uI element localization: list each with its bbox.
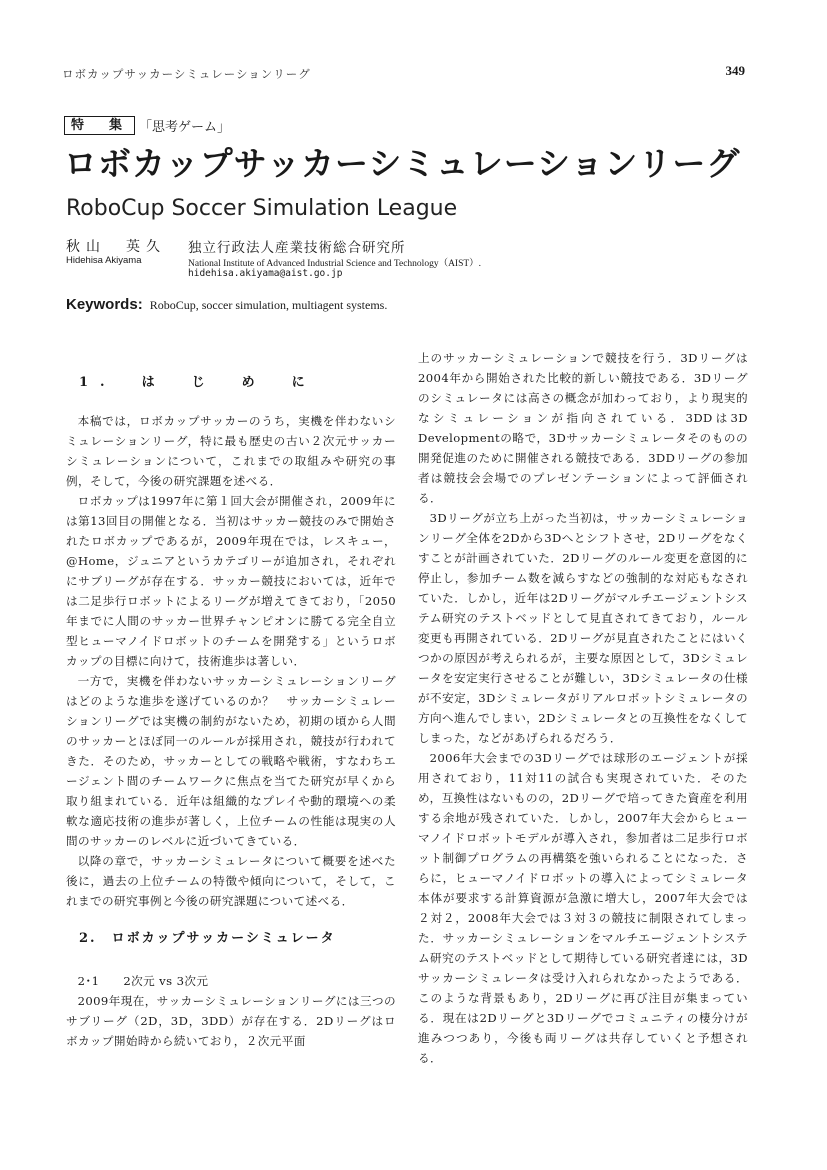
author-name-ja: 秋山 英久 [66, 239, 166, 255]
affiliation-en: National Institute of Advanced Industrial Science and Technology（AIST）. [188, 259, 482, 269]
page-number: 349 [725, 63, 745, 78]
running-head: ロボカップサッカーシミュレーションリーグ [62, 67, 311, 81]
paragraph: 一方で，実機を伴わないサッカーシミュレーションリーグはどのような進歩を遂げているのか？ サッカーシミュレーションリーグでは実機の制約がないため，初期の頃から人間のサッカーとほぼ同一のルールが採用され，競技が行われてきた．そのため，サッカーとしての戦略や戦術，すなわちエージェント間のチームワークに焦点を当てた研究が早くから取り組まれている．近年は組織的なプレイや動的環境への柔軟な適応技術の進歩が著しく，上位チームの性能は現実の人間のサッカーのレベルに近づいてきている． [66, 674, 396, 848]
paragraph: 以降の章で，サッカーシミュレータについて概要を述べた後に，過去の上位チームの特徴や傾向について，そして，これまでの研究事例と今後の研究課題について述べる． [66, 854, 396, 908]
section-2-heading: 2. ロボカップサッカーシミュレータ [79, 931, 336, 946]
feature-label: 特 集 [64, 116, 135, 135]
section-1-heading: 1. は じ め に [79, 375, 317, 390]
affiliation-ja: 独立行政法人産業技術総合研究所 [188, 240, 406, 256]
paragraph: 2006年大会までの3Dリーグでは球形のエージェントが採用されており，11対11の試合も実現されていた．そのため，互換性はないものの，2Dリーグで培ってきた資産を利用する余地が残されていた．しかし，2007年大会からヒューマノイドロボットモデルが導入され，参加者は二足歩行ロボット制御プログラムの再構築を強いられることになった．さらに，ヒューマノイドロボットの導入によってシミュレータ本体が要求する計算資源が急激に増大し，2007年大会では２対２，2008年大会では３対３の競技に制限されてしまった．サッカーシミュレーションをマルチエージェントシステム研究のテストベッドとして期待している研究者達には，3Dサッカーシミュレータは受け入れられなかったようである．このような背景もあり，2Dリーグに再び注目が集まっている．現在は2Dリーグと3Dリーグでコミュニティの棲分けが進みつつあり，今後も両リーグは共存していくと予想される． [418, 751, 748, 1065]
subsection-2-1-heading: 2･1 2次元 vs 3次元 [77, 974, 209, 988]
author-name-en: Hidehisa Akiyama [66, 255, 142, 266]
feature-tag [64, 116, 230, 135]
article-title-ja: ロボカップサッカーシミュレーションリーグ [64, 144, 741, 183]
keywords-text: RoboCup, soccer simulation, multiagent systems. [149, 298, 388, 312]
keywords [66, 296, 387, 313]
keywords-label: Keywords: [66, 296, 143, 313]
feature-topic: 「思考ゲーム」 [139, 120, 231, 135]
paragraph: 本稿では，ロボカップサッカーのうち，実機を伴わないシミュレーションリーグ，特に最も歴史の古い２次元サッカーシミュレーションについて，これまでの取組みや研究の事例，そして，今後の研究課題を述べる． [66, 414, 396, 488]
author-email: hidehisa.akiyama@aist.go.jp [188, 268, 343, 279]
paragraph: 2009年現在，サッカーシミュレーションリーグには三つのサブリーグ（2D，3D，3DD）が存在する．2Dリーグはロボカップ開始時から続いており，２次元平面 [66, 994, 396, 1048]
paragraph: 上のサッカーシミュレーションで競技を行う．3Dリーグは2004年から開始された比較的新しい競技である．3Dリーグのシミュレータには高さの概念が加わっており，より現実的なシミュレーションが指向されている．3DDは3D Developmentの略で，3Dサッカーシミュレータそのものの開発促進のために開催される競技である．3DDリーグの参加者は競技会会場でのプレゼンテーションによって評価される． [418, 351, 748, 505]
left-column [66, 348, 396, 1051]
paragraph: ロボカップは1997年に第１回大会が開催され，2009年には第13回目の開催となる．当初はサッカー競技のみで開始されたロボカップであるが，2009年現在では，レスキュー，@Home，ジュニアというカテゴリーが追加され，それぞれにサブリーグが存在する．サッカー競技においては，近年では二足歩行ロボットによるリーグが増えてきており，「2050年までに人間のサッカー世界チャンピオンに勝てる完全自立型ヒューマノイドロボットのチームを開発する」というロボカップの目標に向けて，技術進歩は著しい． [66, 494, 396, 668]
article-title-en: RoboCup Soccer Simulation League [66, 196, 458, 221]
paragraph: 3Dリーグが立ち上がった当初は，サッカーシミュレーションリーグ全体を2Dから3Dへとシフトさせ，2Dリーグをなくすことが計画されていた．2Dリーグのルール変更を意図的に停止し，参加チーム数を減らすなどの強制的な対応もなされていた．しかし，近年は2Dリーグがマルチエージェントシステム研究のテストベッドとして見直されてきており，ルール変更も再開されている．2Dリーグが見直されたことにはいくつかの原因が考えられるが，主要な原因として，3Dシミュレータを安定実行させることが難しい，3Dシミュレータの仕様が不安定，3Dシミュレータがリアルロボットシミュレータの方向へ進んでしまい，2Dシミュレータとの互換性をなくしてしまった，などがあげられるだろう． [418, 511, 748, 745]
right-column [418, 348, 748, 1068]
